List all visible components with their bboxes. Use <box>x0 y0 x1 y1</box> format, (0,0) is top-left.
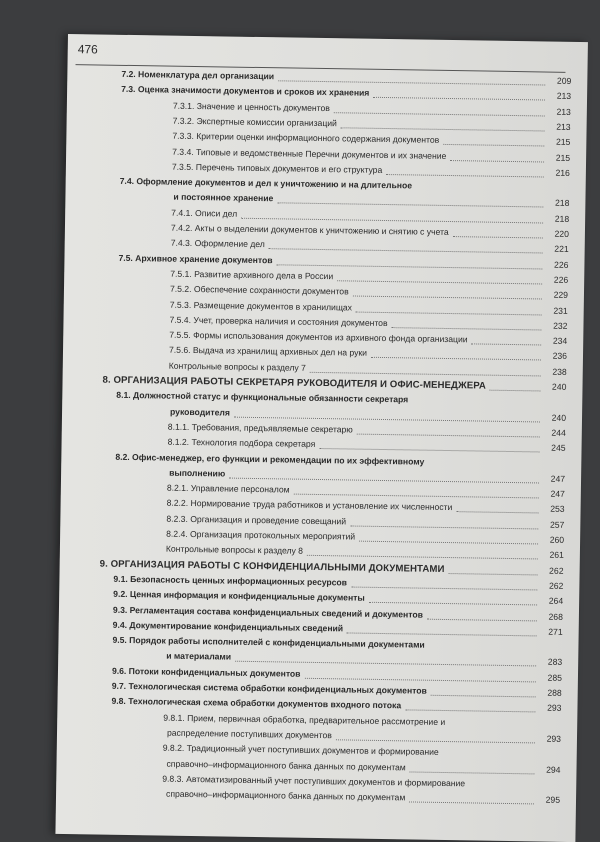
toc-entry-title: 7.3.3. Критерии оценки информационного содержания документов <box>172 130 440 146</box>
toc-entry-page: 229 <box>553 289 569 301</box>
toc-entry-title: 8.2.3. Организация и проведение совещаний <box>166 513 347 527</box>
toc-entry-title: 7.2. Номенклатура дел организации <box>121 68 275 82</box>
toc-entry-page: 268 <box>548 611 563 622</box>
toc-entry-title: 8.2. Офис-менеджер, его функции и рекомендации по их эффективному <box>115 451 425 467</box>
page-number: 476 <box>77 42 98 57</box>
toc-entry-page: 216 <box>555 167 570 178</box>
toc-entry-title: 8.1.1. Требования, предъявляемые секретарю <box>167 421 353 435</box>
toc-entry-title: 9.8.1. Прием, первичная обработка, предварительное рассмотрение и <box>163 712 446 727</box>
toc-entry-page: 271 <box>548 626 563 637</box>
dot-leader <box>351 585 537 590</box>
dot-leader <box>278 79 545 85</box>
dot-leader <box>450 159 544 162</box>
toc-entry-title: 7.5.4. Учет, проверка наличия и состояния документов <box>169 314 388 328</box>
toc-entry-page: 221 <box>554 243 569 255</box>
dot-leader <box>307 554 538 560</box>
toc-entry-title: 7.3.1. Значение и ценность документов <box>172 100 330 113</box>
toc-entry-title: распределение поступивших документов <box>166 727 332 741</box>
dot-leader <box>443 143 544 147</box>
toc-entry-title: 9.6. Потоки конфиденциальных документов <box>111 665 301 679</box>
toc-entry-title: 7.5.3. Размещение документов в хранилищах <box>169 299 353 312</box>
toc-entry-page: 215 <box>555 152 571 163</box>
toc-entry-title: 7.5. Архивное хранение документов <box>118 252 273 265</box>
dot-leader <box>409 770 534 774</box>
dot-leader <box>305 676 536 682</box>
dot-leader <box>276 263 542 269</box>
toc-entry-page: 213 <box>556 106 571 117</box>
toc-entry-title: руководителя <box>170 406 231 418</box>
toc-entry-title: справочно–информационного банка данных по документам <box>166 758 406 772</box>
toc-entry-title: 8.2.4. Организация протокольных мероприятий <box>166 528 356 542</box>
toc-entry-title: 7.5.2. Обеспечение сохранности документов <box>169 283 349 297</box>
toc-entry-title: 9.4. Документирование конфиденциальных сведений <box>112 619 344 634</box>
toc-entry-title: 8.1.2. Технология подбора секретаря <box>167 436 316 450</box>
dot-leader <box>405 709 535 713</box>
toc-entry-title: 7.5.1. Развитие архивного дела в России <box>170 268 334 282</box>
toc-entry-page: 293 <box>547 702 562 714</box>
toc-entry-title: Контрольные вопросы к разделу 7 <box>168 360 306 373</box>
dot-leader <box>427 617 537 621</box>
toc-entry-title: 9.1. Безопасность ценных информационных ресурсов <box>113 573 348 588</box>
toc-entry-title: выполнению <box>169 467 226 479</box>
toc-entry-page: 247 <box>550 473 566 484</box>
dot-leader <box>269 247 543 253</box>
toc-entry-page: 215 <box>555 136 571 148</box>
toc-entry-page: 213 <box>556 121 571 132</box>
dot-leader <box>294 493 539 499</box>
dot-leader <box>391 326 541 330</box>
dot-leader <box>371 356 541 361</box>
toc-entry-title: 9. ОРГАНИЗАЦИЯ РАБОТЫ С КОНФИДЕНЦИАЛЬНЫМИ ДОКУМЕНТАМИ <box>99 558 445 575</box>
toc-entry-page: 226 <box>554 259 569 270</box>
toc-entry-title: 7.3. Оценка значимости документов и сроков их хранения <box>121 84 370 99</box>
toc-entry-title: 7.4. Оформление документов и дел к уничтожению и на длительное <box>119 175 413 191</box>
toc-entry-title: 7.4.1. Описи дел <box>171 207 238 219</box>
toc-entry-page: 236 <box>552 351 568 362</box>
toc-entry-page: 238 <box>552 366 567 377</box>
toc-entry-title: 7.3.5. Перечень типовых документов и его структура <box>171 161 383 175</box>
toc-entry-page: 294 <box>546 764 561 775</box>
toc-entry-page: 262 <box>548 565 564 576</box>
toc-entry-page: 283 <box>547 657 563 668</box>
dot-leader <box>350 524 538 529</box>
toc-entry <box>56 787 561 806</box>
toc-entry-page: 260 <box>549 534 565 545</box>
toc-entry-page: 209 <box>556 75 572 86</box>
toc-entry-page: 253 <box>550 504 565 515</box>
toc-entry-page: 262 <box>548 580 564 591</box>
toc-entry-page: 213 <box>556 90 572 102</box>
dot-leader <box>356 310 542 315</box>
toc-entry-title: 9.8. Технологическая схема обработки документов входного потока <box>111 696 402 711</box>
toc-entry-title: и постоянное хранение <box>173 192 274 204</box>
dot-leader <box>310 371 541 377</box>
toc-entry-page: 232 <box>553 320 568 331</box>
toc-entry-title: 9.8.2. Традиционный учет поступивших документов и формирование <box>162 742 439 758</box>
toc-entry-page: 218 <box>554 198 570 209</box>
toc-entry-title: 9.5. Порядок работы исполнителей с конфиденциальными документами <box>112 634 425 650</box>
toc-entry-page: 234 <box>552 335 568 346</box>
toc-entry-title: 9.8.3. Автоматизированный учет поступивших документов и формирование <box>162 773 466 789</box>
toc-entry-page: 261 <box>549 549 564 561</box>
dot-leader <box>453 235 543 238</box>
toc-entry-title: справочно–информационного банка данных по документам <box>166 788 406 803</box>
toc-entry-title: 9.7. Технологическая система обработки конфиденциальных документов <box>111 680 427 696</box>
dot-leader <box>229 476 539 483</box>
toc-entry-title: 8.2.2. Нормирование труда работников и установление их численности <box>166 497 453 513</box>
toc-entry-page: 295 <box>545 794 561 805</box>
toc-entry-title: 9.2. Ценная информация и конфиденциальные документы <box>113 588 365 603</box>
toc-entry-page: 244 <box>551 427 566 438</box>
toc-entry-page: 293 <box>546 733 562 744</box>
dot-leader <box>341 126 545 131</box>
toc-entry-page: 288 <box>547 687 562 698</box>
toc-entry-title: 9.3. Регламентация состава конфиденциальных сведений и документов <box>112 604 423 620</box>
book-page <box>55 34 588 842</box>
toc-entry-title: 7.5.6. Выдача из хранилищ архивных дел на руки <box>168 345 368 359</box>
toc-entry-page: 220 <box>554 228 570 239</box>
toc-entry-page: 257 <box>549 519 565 530</box>
toc-entry-page: 240 <box>551 381 567 392</box>
dot-leader <box>353 295 542 300</box>
dot-leader <box>449 572 538 575</box>
toc-entry-page: 218 <box>554 213 570 224</box>
toc-entry-title: 8.1. Должностной статус и функциональные обязанности секретаря <box>116 390 409 405</box>
dot-leader <box>357 432 540 437</box>
dot-leader <box>337 279 542 284</box>
dot-leader <box>369 601 537 606</box>
dot-leader <box>386 173 544 177</box>
table-of-contents <box>67 68 579 805</box>
dot-leader <box>359 540 538 545</box>
dot-leader <box>336 738 535 743</box>
toc-entry-title: 7.3.4. Типовые и ведомственные Перечни документов и их значение <box>172 146 447 161</box>
dot-leader <box>347 631 537 636</box>
toc-entry-title: 7.4.3. Оформление дел <box>170 237 265 250</box>
dot-leader <box>457 511 539 514</box>
dot-leader <box>489 389 540 392</box>
toc-entry-title: 8.2.1. Управление персоналом <box>166 482 290 495</box>
toc-entry-title: 7.3.2. Экспертные комиссии организаций <box>172 115 337 129</box>
toc-entry-page: 245 <box>551 442 566 454</box>
toc-entry-page: 240 <box>551 412 567 423</box>
toc-entry-page: 247 <box>550 488 565 499</box>
toc-entry-page: 226 <box>553 274 569 285</box>
dot-leader <box>373 96 545 101</box>
dot-leader <box>234 415 540 422</box>
toc-entry-page: 264 <box>548 595 564 607</box>
dot-leader <box>431 694 536 698</box>
toc-entry-title: и материалами <box>166 651 232 663</box>
toc-entry-title: Контрольные вопросы к разделу 8 <box>165 543 304 557</box>
dot-leader <box>320 447 540 452</box>
dot-leader <box>471 342 541 345</box>
toc-entry-page: 285 <box>547 672 563 683</box>
toc-entry-title: 7.4.2. Акты о выделении документов к уничтожению и снятию с учета <box>170 222 449 238</box>
toc-entry-title: 7.5.5. Формы использования документов из архивного фонда организации <box>169 329 468 345</box>
toc-entry-title: 8. ОРГАНИЗАЦИЯ РАБОТЫ СЕКРЕТАРЯ РУКОВОДИТЕЛЯ И ОФИС-МЕНЕДЖЕРА <box>102 374 487 392</box>
dot-leader <box>409 801 534 805</box>
dot-leader <box>241 216 543 223</box>
dot-leader <box>235 660 536 667</box>
toc-entry-page: 231 <box>553 305 568 316</box>
dot-leader <box>277 202 543 208</box>
dot-leader <box>334 111 545 116</box>
